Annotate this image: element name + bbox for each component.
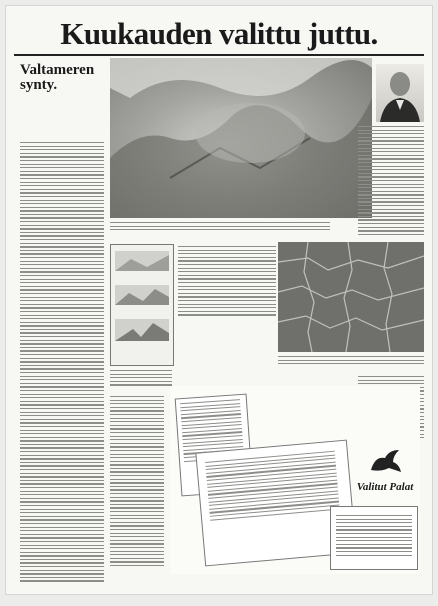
pegasus-logo-icon xyxy=(365,446,405,476)
photo-caption xyxy=(110,222,330,233)
brand-name: Valitut Palat xyxy=(356,481,414,493)
article-title-line2: synty. xyxy=(20,77,58,93)
order-card-front-content xyxy=(196,441,352,529)
page-footer xyxy=(14,582,424,590)
headline-rule xyxy=(14,54,424,56)
reply-card[interactable] xyxy=(330,506,418,570)
body-text-column-1 xyxy=(20,142,104,584)
article-title xyxy=(20,63,104,93)
editor-portrait xyxy=(376,64,424,122)
pull-quote xyxy=(178,246,276,318)
order-card-lines xyxy=(205,451,340,521)
article-title-line1: Valtameren xyxy=(20,62,95,78)
reply-card-lines xyxy=(336,515,412,556)
pull-quote-lines xyxy=(178,246,276,316)
diagram-caption xyxy=(110,370,172,388)
brand-block xyxy=(350,446,420,493)
body-text-column-2 xyxy=(110,396,164,569)
texture-caption xyxy=(278,356,424,367)
diagram-figure xyxy=(110,244,174,366)
page-headline: Kuukauden valittu juttu. xyxy=(60,16,378,51)
satellite-photo xyxy=(110,58,372,218)
reply-card-content xyxy=(331,507,417,563)
cracked-surface-photo xyxy=(278,242,424,352)
magazine-page xyxy=(6,6,432,594)
editor-note-text xyxy=(358,126,424,237)
